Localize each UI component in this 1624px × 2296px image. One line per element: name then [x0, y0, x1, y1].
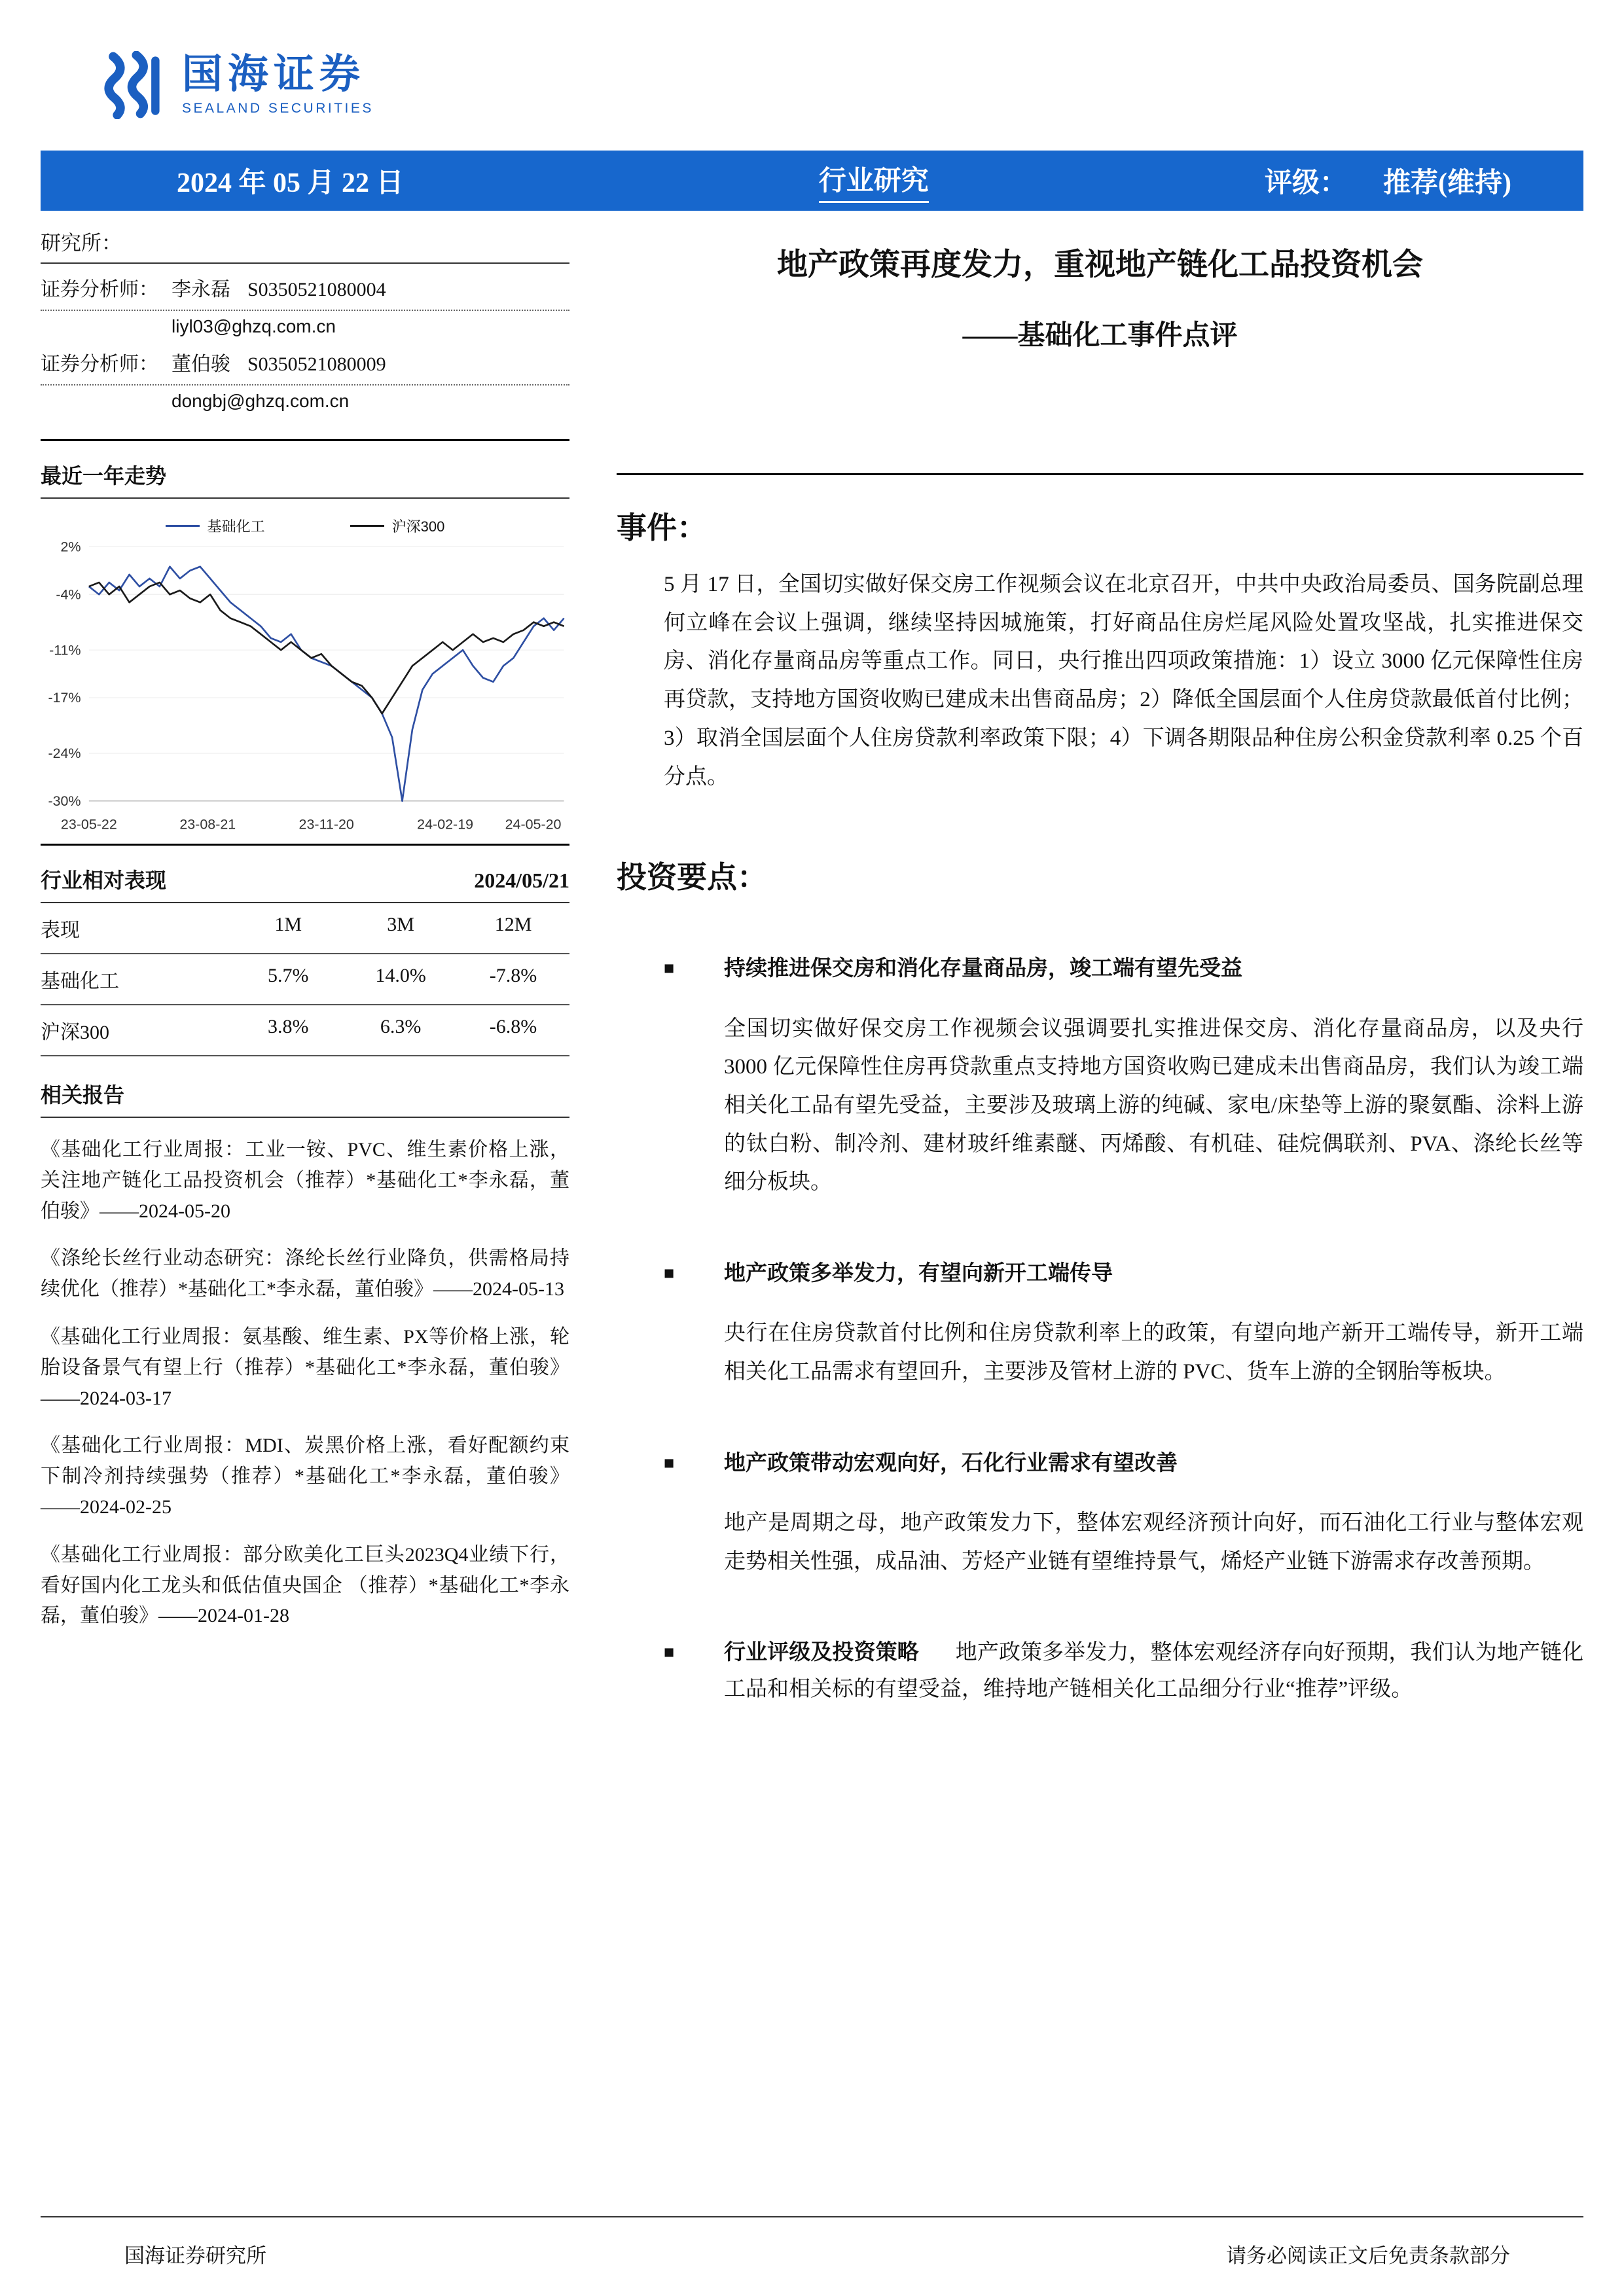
svg-text:23-08-21: 23-08-21	[179, 816, 236, 833]
points-heading: 投资要点：	[617, 861, 767, 895]
perf-row-name: 沪深300	[41, 1022, 109, 1043]
legend-line-swatch	[166, 525, 200, 527]
bullet-item	[664, 1255, 1583, 1292]
perf-header-row	[41, 903, 569, 954]
bullet-text	[724, 1445, 1583, 1482]
points-list	[617, 950, 1583, 1708]
bullet-item	[664, 1634, 1583, 1708]
bullet-item	[664, 1445, 1583, 1482]
chart-legend	[41, 516, 569, 536]
rating-block	[1265, 161, 1511, 200]
brand-name-en: SEALAND SECURITIES	[182, 100, 374, 116]
trend-line-chart	[41, 536, 569, 838]
perf-value: -7.8%	[489, 965, 537, 986]
report-item: 《基础化工行业周报：工业一铵、PVC、维生素价格上涨，关注地产链化工品投资机会（推荐）*基础化工*李永磊，董伯骏》——2024-05-20	[41, 1139, 569, 1222]
perf-value: 14.0%	[375, 965, 426, 986]
report-date: 2024 年 05 月 22 日	[177, 168, 404, 198]
title-block	[617, 245, 1583, 475]
perf-value: -6.8%	[489, 1016, 537, 1037]
legend-label: 沪深300	[391, 518, 445, 535]
sidebar	[41, 211, 569, 1632]
analyst-cert-number: S0350521080004	[247, 279, 386, 300]
sealand-logo-icon	[98, 51, 166, 119]
analyst-role-label: 证券分析师：	[41, 279, 158, 300]
bullet-body: 央行在住房贷款首付比例和住房贷款利率上的政策，有望向地产新开工端传导，新开工端相关化工品需求有望回升，主要涉及管材上游的 PVC、货车上游的全钢胎等板块。	[724, 1321, 1583, 1384]
reports-section-header	[41, 1060, 569, 1118]
perf-header-cell: 1M	[274, 914, 302, 935]
perf-rows	[41, 954, 569, 1056]
bullet-text	[724, 1634, 1583, 1708]
analyst-line	[41, 264, 569, 311]
perf-row-name: 基础化工	[41, 971, 119, 992]
analyst-list	[41, 264, 569, 413]
svg-text:23-05-22: 23-05-22	[60, 816, 117, 833]
perf-header-cell: 表现	[41, 920, 80, 941]
analyst-cert-number: S0350521080009	[247, 353, 386, 375]
bullet-body: 地产是周期之母，地产政策发力下，整体宏观经济预计向好，而石油化工行业与整体宏观走势相关性强，成品油、芳烃产业链有望维持景气，烯烃产业链下游需求存改善预期。	[724, 1511, 1583, 1573]
page-footer	[41, 2216, 1583, 2296]
legend-item	[350, 516, 445, 536]
brand-header	[0, 0, 1624, 119]
report-item: 《涤纶长丝行业动态研究：涤纶长丝行业降负，供需格局持续优化（推荐）*基础化工*李永磊，董伯骏》——2024-05-13	[41, 1247, 569, 1300]
bullet-square-icon: ■	[664, 1642, 675, 1662]
analyst-block	[41, 338, 569, 413]
bullet-title: 地产政策多举发力，有望向新开工端传导	[724, 1262, 1113, 1286]
footer-right: 请务必阅读正文后免责条款部分	[1226, 2244, 1510, 2267]
legend-label: 基础化工	[207, 518, 265, 535]
page-title: 地产政策再度发力，重视地产链化工品投资机会	[777, 248, 1423, 282]
analyst-role-label: 证券分析师：	[41, 353, 158, 375]
perf-header-cell: 3M	[387, 914, 414, 935]
bullet-title: 持续推进保交房和消化存量商品房，竣工端有望先受益	[724, 957, 1242, 981]
report-item: 《基础化工行业周报：氨基酸、维生素、PX等价格上涨，轮胎设备景气有望上行（推荐）*基础化工*李永磊，董伯骏》——2024-03-17	[41, 1325, 569, 1409]
trend-title: 最近一年走势	[41, 464, 167, 488]
analyst-line	[41, 338, 569, 386]
bullet-text	[724, 950, 1583, 987]
main-content	[569, 211, 1583, 1708]
page-subtitle: ——基础化工事件点评	[962, 321, 1238, 351]
company-logo	[98, 51, 1624, 119]
report-item: 《基础化工行业周报：MDI、炭黑价格上涨，看好配额约束下制冷剂持续强势（推荐）*基础化工*李永磊，董伯骏》——2024-02-25	[41, 1435, 569, 1518]
svg-text:23-11-20: 23-11-20	[298, 816, 354, 833]
performance-date: 2024/05/21	[474, 869, 569, 892]
legend-line-swatch	[350, 525, 384, 527]
perf-header-cell: 12M	[494, 914, 532, 935]
brand-text	[182, 54, 374, 116]
reports-title: 相关报告	[41, 1083, 125, 1107]
perf-value: 3.8%	[267, 1016, 309, 1037]
svg-text:2%: 2%	[60, 539, 81, 555]
report-item: 《基础化工行业周报：部分欧美化工巨头2023Q4业绩下行，看好国内化工龙头和低估值央国企 （推荐）*基础化工*李永磊，董伯骏》——2024-01-28	[41, 1543, 569, 1627]
legend-item	[166, 516, 265, 536]
svg-text:-30%: -30%	[48, 793, 81, 809]
bullet-text	[724, 1255, 1583, 1292]
analyst-section	[41, 211, 569, 441]
report-banner	[41, 151, 1583, 211]
analyst-block	[41, 264, 569, 338]
perf-value: 6.3%	[380, 1016, 422, 1037]
footer-left: 国海证券研究所	[124, 2244, 266, 2267]
perf-row	[41, 1005, 569, 1056]
svg-text:-11%: -11%	[49, 642, 81, 658]
bullet-body: 全国切实做好保交房工作视频会议强调要扎实推进保交房、消化存量商品房，以及央行 3000 亿元保障性住房再贷款重点支持地方国资收购已建成未出售商品房，我们认为竣工端相关化工品有望先受益，主要涉及玻璃上游的纯碱、家电/床垫等上游的聚氨酯、涂料上游的钛白粉、制冷剂、建材玻纤维素醚、丙烯酸、有机硅、硅烷偶联剂、PVA、涤纶长丝等细分板块。	[724, 1016, 1583, 1194]
report-list	[41, 1135, 569, 1632]
bullet-title: 地产政策带动宏观向好，石化行业需求有望改善	[724, 1451, 1178, 1475]
svg-text:-4%: -4%	[56, 586, 81, 603]
analyst-name: 董伯骏	[171, 353, 230, 375]
rating-value: 推荐(维持)	[1383, 168, 1511, 198]
bullet-square-icon: ■	[664, 1452, 675, 1473]
event-body: 5 月 17 日，全国切实做好保交房工作视频会议在北京召开，中共中央政治局委员、国务院副总理何立峰在会议上强调，继续坚持因城施策，打好商品住房烂尾风险处置攻坚战，扎实推进保交房、消化存量商品房等重点工作。同日，央行推出四项政策措施：1）设立 3000 亿元保障性住房再贷款，支持地方国资收购已建成未出售商品房；2）降低全国层面个人住房贷款最低首付比例；3）取消全国层面个人住房贷款利率政策下限；4）下调各期限品种住房公积金贷款利率 0.25 个百分点。	[664, 573, 1584, 789]
perf-value: 5.7%	[267, 965, 309, 986]
analyst-email: dongbj@ghzq.com.cn	[171, 391, 350, 411]
svg-text:24-02-19: 24-02-19	[417, 816, 474, 833]
related-reports-section	[41, 1056, 569, 1632]
event-heading: 事件：	[617, 511, 707, 545]
performance-title: 行业相对表现	[41, 869, 167, 892]
bullet-inline-text: 地产政策多举发力，整体宏观经济存向好预期，我们认为地产链化工品和相关标的有望受益，维持地产链相关化工品细分行业“推荐”评级。	[724, 1641, 1584, 1702]
report-body-columns	[41, 211, 1583, 1708]
bullet-item	[664, 950, 1583, 987]
trend-section-header	[41, 441, 569, 499]
report-category: 行业研究	[819, 159, 929, 203]
bullet-square-icon: ■	[664, 958, 675, 978]
performance-section-header	[41, 846, 569, 903]
perf-row	[41, 954, 569, 1005]
trend-chart	[41, 499, 569, 838]
analyst-name: 李永磊	[171, 279, 230, 300]
bullet-title: 行业评级及投资策略	[724, 1641, 919, 1665]
svg-text:24-05-20: 24-05-20	[505, 816, 562, 833]
bullet-square-icon: ■	[664, 1263, 675, 1283]
institute-label: 研究所：	[41, 211, 569, 264]
rating-label: 评级：	[1265, 168, 1348, 198]
svg-text:-24%: -24%	[48, 745, 81, 762]
analyst-email: liyl03@ghzq.com.cn	[171, 316, 336, 336]
brand-name-cn: 国海证券	[182, 52, 366, 98]
svg-text:-17%: -17%	[48, 690, 81, 706]
